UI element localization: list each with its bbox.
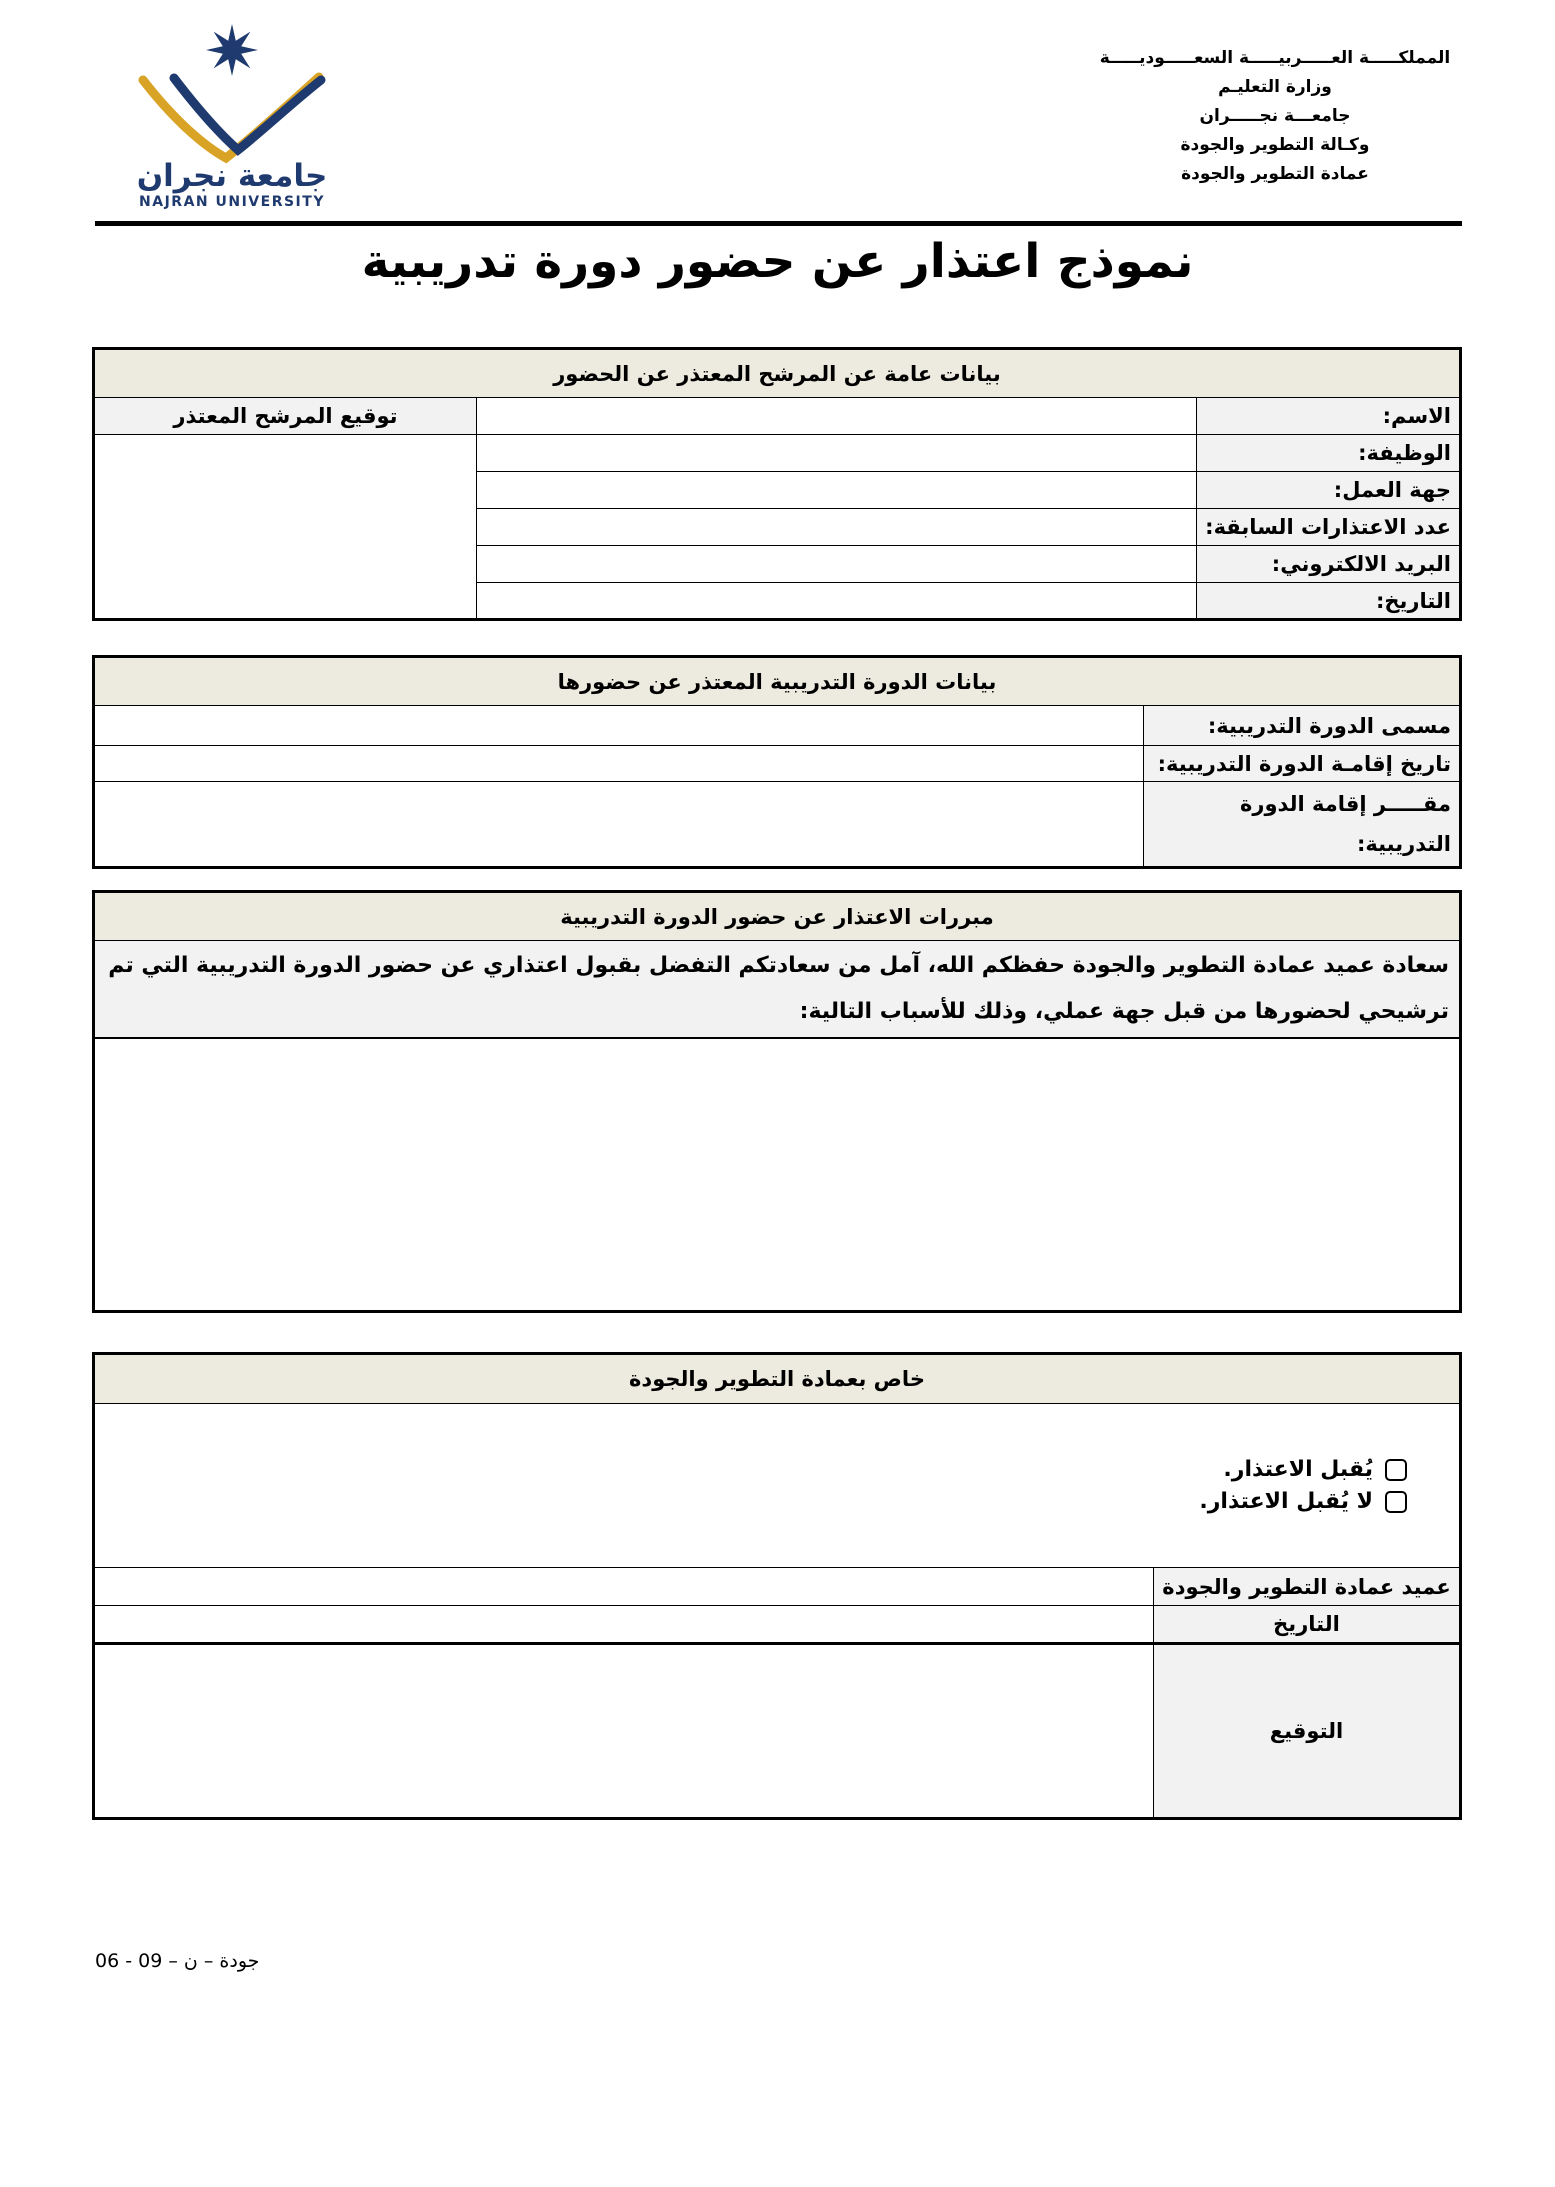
deanship-signature-label: التوقيع	[1154, 1644, 1461, 1819]
course-venue-label: مقـــــر إقامة الدورة التدريبية:	[1144, 782, 1461, 868]
letterhead-university: جامعـــة نجـــــران	[1199, 106, 1351, 126]
form-code: جودة – ن – 09 - 06	[95, 1950, 260, 1972]
justification-salutation-text: سعادة عميد عمادة التطوير والجودة حفظكم الله، آمل من سعادتكم التفضل بقبول اعتذاري عن حضور الدورة التدريبية التي تم ترشيحي لحضورها من قبل جهة عملي، وذلك للأسباب التالية:	[94, 941, 1461, 1039]
course-data-table	[92, 655, 1462, 869]
justification-table	[92, 890, 1462, 1313]
accept-checkbox-icon[interactable]	[1385, 1459, 1407, 1481]
letterhead-vice-rectorate: وكـالة التطوير والجودة	[1180, 135, 1370, 155]
course-name-label: مسمى الدورة التدريبية:	[1144, 706, 1461, 746]
job-title-label: الوظيفة:	[1197, 435, 1461, 472]
email-input-cell[interactable]	[477, 546, 1197, 583]
university-logo	[122, 20, 342, 210]
candidate-data-table	[92, 347, 1462, 621]
logo-star-icon	[206, 24, 258, 76]
job-title-input-cell[interactable]	[477, 435, 1197, 472]
letterhead-text	[1055, 44, 1495, 189]
logo-english-name: NAJRAN UNIVERSITY	[139, 194, 325, 210]
accept-option-label: يُقبل الاعتذار.	[1223, 1457, 1373, 1482]
candidate-signature-label: توقيع المرشح المعتذر	[93, 398, 476, 435]
name-input-cell[interactable]	[477, 398, 1197, 435]
deanship-section-header: خاص بعمادة التطوير والجودة	[93, 1354, 1460, 1404]
course-name-input-cell[interactable]	[94, 706, 1144, 746]
candidate-signature-input-cell[interactable]	[93, 435, 476, 620]
workplace-input-cell[interactable]	[477, 472, 1197, 509]
course-date-input-cell[interactable]	[94, 746, 1144, 782]
najran-university-logo-icon	[122, 20, 342, 210]
previous-apologies-label: عدد الاعتذارات السابقة:	[1197, 509, 1461, 546]
date-input-cell[interactable]	[477, 583, 1197, 620]
letterhead-deanship: عمادة التطوير والجودة	[1181, 164, 1369, 184]
letterhead-kingdom: المملكـــــة العـــــربيـــــة السعـــــوديـــــة	[1099, 48, 1451, 68]
previous-apologies-input-cell[interactable]	[477, 509, 1197, 546]
logo-arabic-name: جامعة نجران	[136, 158, 328, 194]
candidate-section-header: بيانات عامة عن المرشح المعتذر عن الحضور	[93, 349, 1460, 398]
course-venue-input-cell[interactable]	[94, 782, 1144, 868]
reject-option-label: لا يُقبل الاعتذار.	[1199, 1489, 1373, 1514]
course-section-header: بيانات الدورة التدريبية المعتذر عن حضورها	[94, 657, 1461, 706]
option-accept-apology[interactable]	[103, 1457, 1407, 1482]
deanship-date-label: التاريخ	[1154, 1606, 1461, 1644]
justification-reasons-input-area[interactable]	[94, 1038, 1461, 1311]
workplace-label: جهة العمل:	[1197, 472, 1461, 509]
header-divider	[95, 221, 1462, 226]
deanship-table	[92, 1352, 1462, 1820]
deanship-date-input-cell[interactable]	[93, 1606, 1153, 1644]
justification-section-header: مبررات الاعتذار عن حضور الدورة التدريبية	[94, 892, 1461, 941]
reject-checkbox-icon[interactable]	[1385, 1491, 1407, 1513]
date-label: التاريخ:	[1197, 583, 1461, 620]
letterhead-ministry: وزارة التعليـم	[1218, 77, 1332, 97]
option-reject-apology[interactable]	[103, 1489, 1407, 1514]
page-title: نموذج اعتذار عن حضور دورة تدريبية	[361, 234, 1194, 289]
dean-title-label: عميد عمادة التطوير والجودة	[1154, 1568, 1461, 1606]
deanship-signature-input-cell[interactable]	[93, 1644, 1153, 1819]
dean-name-input-cell[interactable]	[93, 1568, 1153, 1606]
decision-options-cell	[93, 1404, 1460, 1568]
course-date-label: تاريخ إقامـة الدورة التدريبية:	[1144, 746, 1461, 782]
name-label: الاسم:	[1197, 398, 1461, 435]
email-label: البريد الالكتروني:	[1197, 546, 1461, 583]
